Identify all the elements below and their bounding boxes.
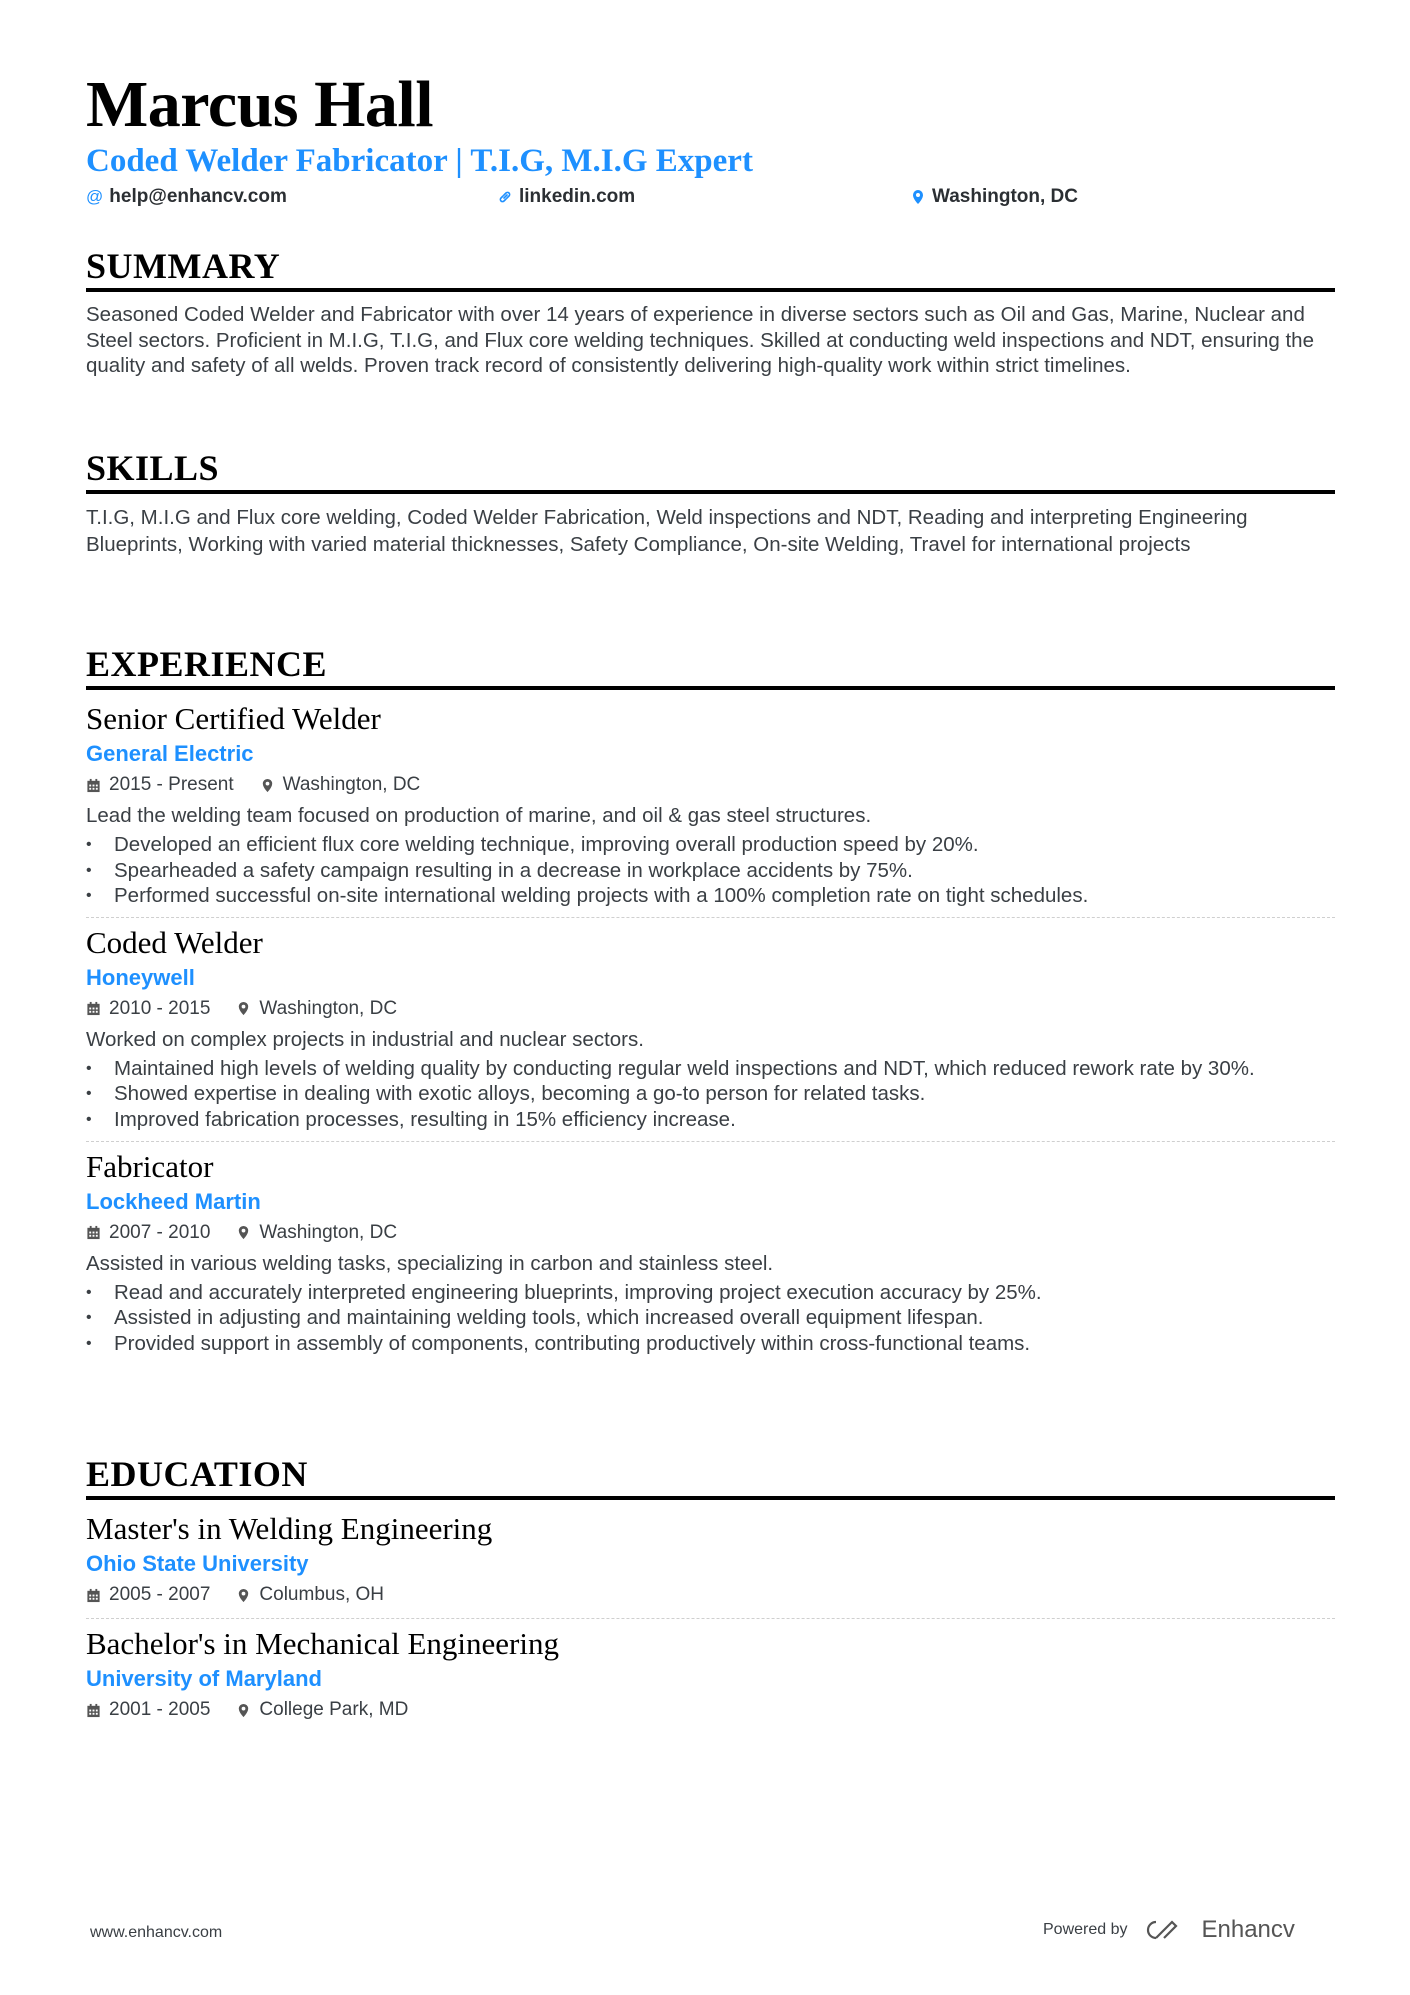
section-divider [86, 288, 1335, 292]
footer-website[interactable]: www.enhancv.com [90, 1924, 223, 1941]
achievement-item: • Assisted in adjusting and maintaining welding tools, which increased overall equipment lifespan. [86, 1305, 1335, 1331]
school-name: Ohio State University [86, 1551, 309, 1576]
contact-bar [86, 186, 1335, 210]
entry-meta [86, 994, 1335, 1024]
job-title: Senior Certified Welder [86, 701, 381, 736]
experience-heading: EXPERIENCE [86, 644, 328, 684]
calendar-icon [86, 1001, 101, 1016]
entry-divider [86, 1141, 1335, 1142]
achievement-item: • Provided support in assembly of components, contributing productively within cross-functional teams. [86, 1331, 1335, 1357]
entry-dates: 2010 - 2015 [109, 997, 211, 1019]
achievement-list [86, 1280, 1335, 1357]
job-entry [86, 1148, 1335, 1357]
summary-section [86, 248, 1335, 379]
location-pin-icon [236, 1001, 251, 1016]
entry-location: Washington, DC [259, 997, 398, 1019]
skills-section [86, 450, 1335, 558]
achievement-item: • Spearheaded a safety campaign resulting in a decrease in workplace accidents by 75%. [86, 858, 1335, 884]
education-heading: EDUCATION [86, 1454, 308, 1494]
company-name: Honeywell [86, 964, 195, 990]
section-divider [86, 1496, 1335, 1500]
summary-heading: SUMMARY [86, 246, 281, 286]
degree: Master's in Welding Engineering [86, 1511, 493, 1546]
company-name: General Electric [86, 741, 254, 766]
calendar-icon [86, 1225, 101, 1240]
section-divider [86, 490, 1335, 494]
education-entry [86, 1625, 1335, 1725]
candidate-title: Coded Welder Fabricator | T.I.G, M.I.G Expert [86, 143, 753, 179]
enhancv-logo-icon [1142, 1918, 1188, 1942]
entry-dates: 2015 - Present [109, 774, 234, 795]
achievement-item: • Read and accurately interpreted engineering blueprints, improving project execution accuracy by 25%. [86, 1280, 1335, 1306]
location-pin-icon [260, 778, 275, 793]
achievement-list [86, 832, 1335, 909]
contact-email[interactable] [86, 186, 287, 208]
entry-meta [86, 770, 1335, 800]
company-name: Lockheed Martin [86, 1188, 261, 1214]
brand-name: Enhancv [1201, 1916, 1295, 1943]
at-icon: @ [86, 187, 104, 206]
degree: Bachelor's in Mechanical Engineering [86, 1626, 559, 1661]
school-name: University of Maryland [86, 1666, 322, 1691]
education-entry [86, 1510, 1335, 1610]
job-entry [86, 924, 1335, 1133]
summary-text: Seasoned Coded Welder and Fabricator with over 14 years of experience in diverse sectors such as Oil and Gas, Marine, Nuclear and Steel sectors. Proficient in M.I.G, T.I.G, and Flux core welding techniques. Skilled at conducting weld inspections and NDT, ensuring the quality and safety of all welds. Proven track record of consistently delivering high-quality work within strict timelines. [86, 303, 1314, 378]
entry-dates: 2007 - 2010 [109, 1221, 211, 1243]
linkedin-text: linkedin.com [519, 186, 636, 207]
entry-location: Columbus, OH [259, 1584, 385, 1605]
entry-meta [86, 1695, 1335, 1725]
candidate-name: Marcus Hall [86, 68, 434, 141]
calendar-icon [86, 1703, 101, 1718]
entry-divider [86, 1618, 1335, 1619]
job-description: Worked on complex projects in industrial and nuclear sectors. [86, 1027, 644, 1051]
calendar-icon [86, 1588, 101, 1603]
entry-divider [86, 917, 1335, 918]
achievement-item: • Showed expertise in dealing with exotic alloys, becoming a go-to person for related tasks. [86, 1081, 1335, 1107]
powered-by [1043, 1916, 1295, 1944]
job-entry [86, 700, 1335, 909]
job-title: Coded Welder [86, 924, 263, 960]
powered-by-text: Powered by [1043, 1921, 1128, 1938]
skills-heading: SKILLS [86, 448, 220, 488]
job-description: Lead the welding team focused on production of marine, and oil & gas steel structures. [86, 804, 872, 827]
job-description: Assisted in various welding tasks, specializing in carbon and stainless steel. [86, 1251, 774, 1275]
entry-location: Washington, DC [282, 774, 421, 795]
location-pin-icon [910, 189, 926, 205]
achievement-item: • Developed an efficient flux core welding technique, improving overall production speed by 20%. [86, 832, 1335, 858]
contact-location [910, 186, 1078, 208]
achievement-item: • Maintained high levels of welding quality by conducting regular weld inspections and NDT, which reduced rework rate by 30%. [86, 1056, 1335, 1082]
link-icon [497, 189, 513, 205]
section-divider [86, 686, 1335, 690]
location-pin-icon [236, 1703, 251, 1718]
location-pin-icon [236, 1588, 251, 1603]
achievement-list [86, 1056, 1335, 1133]
location-text: Washington, DC [932, 186, 1078, 207]
job-title: Fabricator [86, 1148, 214, 1184]
email-text: help@enhancv.com [109, 186, 287, 207]
entry-dates: 2001 - 2005 [109, 1699, 211, 1720]
location-pin-icon [236, 1225, 251, 1240]
achievement-item: • Improved fabrication processes, resulting in 15% efficiency increase. [86, 1107, 1335, 1133]
skills-text: T.I.G, M.I.G and Flux core welding, Coded Welder Fabrication, Weld inspections and NDT, Reading and interpreting Engineering Blueprints, Working with varied material thicknesses, Safety Compliance, On-site Welding, Travel for international projects [86, 506, 1248, 556]
entry-location: College Park, MD [259, 1699, 409, 1720]
experience-section [86, 646, 1335, 1356]
entry-meta [86, 1218, 1335, 1248]
entry-dates: 2005 - 2007 [109, 1584, 211, 1605]
entry-meta [86, 1580, 1335, 1610]
education-section [86, 1456, 1335, 1725]
calendar-icon [86, 778, 101, 793]
entry-location: Washington, DC [259, 1221, 398, 1243]
achievement-item: • Performed successful on-site international welding projects with a 100% completion rate on tight schedules. [86, 883, 1335, 909]
contact-linkedin[interactable] [497, 186, 635, 208]
